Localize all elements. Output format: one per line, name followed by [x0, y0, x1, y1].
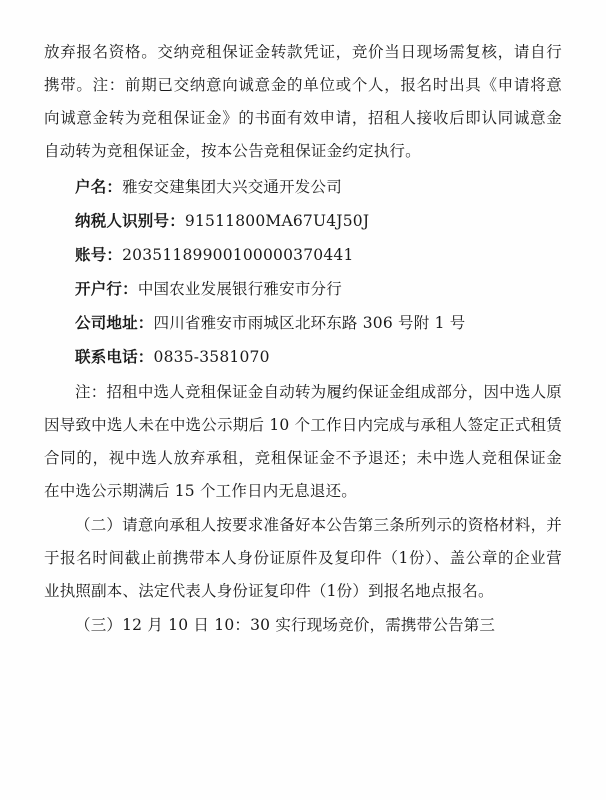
- account-holder: [44, 170, 562, 204]
- company-address-value: 四川省雅安市雨城区北环东路 306 号附 1 号: [153, 314, 466, 332]
- contact-phone: [44, 340, 562, 374]
- account-number-value: 20351189900100000370441: [122, 246, 354, 264]
- paragraph-item-two-materials: （二）请意向承租人按要求准备好本公告第三条所列示的资格材料，并于报名时间截止前携带本人身份证原件及复印件（1份）、盖公章的企业营业执照副本、法定代表人身份证复印件（1份）到报名地点报名。: [44, 516, 562, 600]
- taxpayer-id: [44, 204, 562, 238]
- company-address-label: 公司地址：: [75, 313, 154, 332]
- paragraph-performance-deposit-note: 注：招租中选人竞租保证金自动转为履约保证金组成部分，因中选人原因导致中选人未在中选公示期后 10 个工作日内完成与承租人签定正式租赁合同的，视中选人放弃承租，竞租保证金不予退还；未中选人竞租保证金在中选公示期满后 15 个工作日内无息退还。: [44, 383, 562, 500]
- bank-name-label: 开户行：: [75, 279, 138, 298]
- taxpayer-id-label: 纳税人识别号：: [75, 211, 185, 230]
- contact-phone-label: 联系电话：: [75, 347, 154, 366]
- account-holder-value: 雅安交建集团大兴交通开发公司: [122, 178, 342, 196]
- company-address: [44, 306, 562, 340]
- taxpayer-id-value: 91511800MA67U4J50J: [184, 212, 370, 230]
- paragraph-item-three-auction: （三）12 月 10 日 10：30 实行现场竞价，需携带公告第三: [75, 616, 496, 634]
- account-number-label: 账号：: [75, 245, 123, 264]
- contact-phone-value: 0835-3581070: [153, 348, 270, 366]
- account-number: [44, 238, 562, 272]
- bank-name-value: 中国农业发展银行雅安市分行: [137, 280, 342, 298]
- bank-name: [44, 272, 562, 306]
- account-info-block: [44, 170, 562, 374]
- paragraph-deposit-notice: 放弃报名资格。交纳竞租保证金转款凭证，竞价当日现场需复核，请自行携带。注：前期已交纳意向诚意金的单位或个人，报名时出具《申请将意向诚意金转为竞租保证金》的书面有效申请，招租人接收后即认同诚意金自动转为竞租保证金，按本公告竞租保证金约定执行。: [44, 43, 562, 160]
- account-holder-label: 户名：: [75, 177, 123, 196]
